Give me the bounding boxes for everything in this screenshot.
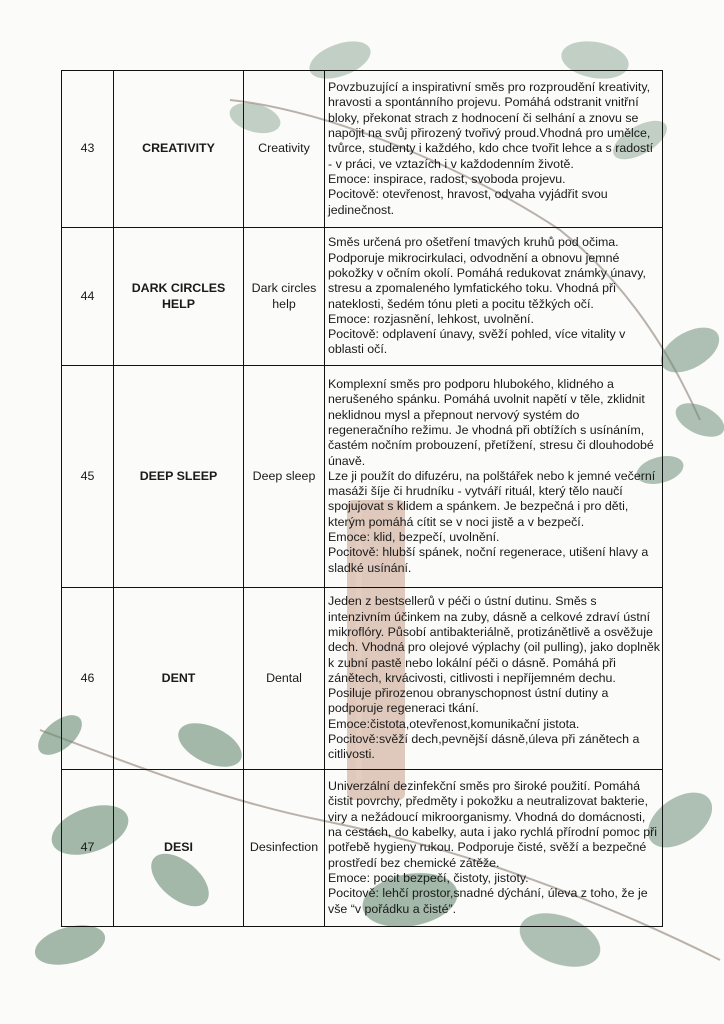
feelings-text: Pocitově: lehčí prostor,snadné dýchání, úleva z toho, že je vše “v pořádku a čisté”. bbox=[328, 886, 652, 916]
table-row bbox=[62, 71, 663, 228]
product-english-name: Dark circles help bbox=[244, 228, 325, 366]
row-number: 44 bbox=[62, 228, 114, 366]
emotions-text: Emoce: rozjasnění, lehkost, uvolnění. bbox=[328, 311, 534, 326]
table-row bbox=[62, 228, 663, 366]
description-text: Směs určená pro ošetření tmavých kruhů pod očima. Podporuje mikrocirkulaci, odvodnění a obnovu jemné pokožky v očním okolí. Pomáhá redukovat známky únavy, stresu a zpomaleného lymfatického toku. Vhodná při nateklosti, šedém tónu pleti a pocitu těžkých očí. bbox=[328, 235, 650, 311]
emotions-text: Emoce:čistota,otevřenost,komunikační jistota. bbox=[328, 716, 580, 731]
product-description bbox=[325, 71, 663, 228]
product-name: DESI bbox=[114, 770, 244, 927]
description-text: Komplexní směs pro podporu hlubokého, klidného a nerušeného spánku. Pomáhá uvolnit napětí v těle, zklidnit neklidnou mysl a přepnout nervový systém do regeneračního režimu. Je vhodná při obtížích s usínáním, častém nočním probouzení, přetížení, stresu či dlouhodobé únavě. bbox=[328, 377, 658, 468]
product-name: DENT bbox=[114, 588, 244, 770]
row-number: 47 bbox=[62, 770, 114, 927]
emotions-text: Emoce: pocit bezpečí, čistoty, jistoty. bbox=[328, 870, 529, 885]
feelings-text: Pocitově: hlubší spánek, noční regenerace, utišení hlavy a sladké usínání. bbox=[328, 545, 652, 575]
row-number: 45 bbox=[62, 366, 114, 588]
emotions-text: Emoce: inspirace, radost, svoboda projevu. bbox=[328, 171, 566, 186]
table-row bbox=[62, 366, 663, 588]
feelings-text: Pocitově:svěží dech,pevnější dásně,úleva při zánětech a citlivosti. bbox=[328, 732, 643, 762]
product-name: DARK CIRCLES HELP bbox=[114, 228, 244, 366]
product-english-name: Deep sleep bbox=[244, 366, 325, 588]
table-row bbox=[62, 770, 663, 927]
product-english-name: Dental bbox=[244, 588, 325, 770]
extra-text: Lze ji použít do difuzéru, na polštářek nebo k jemné večerní masáži šíje či hrudníku - vytváří rituál, který tělo naučí spojujovat s klidem a spánkem. Je bezpečná i pro děti, kterým pomáhá cítit se v noci jistě a v bezpečí. bbox=[328, 468, 659, 529]
product-english-name: Desinfection bbox=[244, 770, 325, 927]
feelings-text: Pocitově: otevřenost, hravost, odvaha vyjádřit svou jedinečnost. bbox=[328, 187, 612, 217]
product-description bbox=[325, 588, 663, 770]
table-row bbox=[62, 588, 663, 770]
description-text: Univerzální dezinfekční směs pro široké použití. Pomáhá čistit povrchy, předměty i pokožku a neutralizovat bakterie, viry a nežádoucí mikroorganismy. Vhodná do domácnosti, na cestách, do kabelky, auta i jako rychlá přírodní pomoc při potřebě hygieny rukou. Podporuje čisté, svěží a bezpečné prostředí bez chemické zátěže. bbox=[328, 779, 661, 870]
product-english-name: Creativity bbox=[244, 71, 325, 228]
product-table bbox=[61, 70, 663, 927]
product-description bbox=[325, 228, 663, 366]
row-number: 46 bbox=[62, 588, 114, 770]
product-description bbox=[325, 770, 663, 927]
product-description bbox=[325, 366, 663, 588]
description-text: Jeden z bestsellerů v péči o ústní dutinu. Směs s intenzivním účinkem na zuby, dásně a celkové zdraví ústní mikroflóry. Působí antibakteriálně, protizánětlivě a osvěžuje dech. Vhodná pro olejové výplachy (oil pulling), jako doplněk k zubní pastě nebo lokální péči o dásně. Pomáhá při zánětech, krvácivosti, citlivosti i nepříjemném dechu. Posiluje přirozenou obranyschopnost ústní dutiny a podporuje regeneraci tkání. bbox=[328, 594, 664, 716]
emotions-text: Emoce: klid, bezpečí, uvolnění. bbox=[328, 530, 500, 545]
product-name: DEEP SLEEP bbox=[114, 366, 244, 588]
description-text: Povzbuzující a inspirativní směs pro rozproudění kreativity, hravosti a spontánního projevu. Pomáhá odstranit vnitřní bloky, překonat strach z hodnocení či selhání a znovu se napojit na svůj přirozený tvořivý proud.Vhodná pro umělce, tvůrce, studenty i každého, kdo chce tvořit lehce a s radostí - v práci, ve vztazích i v každodenním životě. bbox=[328, 80, 657, 171]
product-name: CREATIVITY bbox=[114, 71, 244, 228]
row-number: 43 bbox=[62, 71, 114, 228]
feelings-text: Pocitově: odplavení únavy, svěží pohled, více vitality v oblasti očí. bbox=[328, 327, 629, 357]
